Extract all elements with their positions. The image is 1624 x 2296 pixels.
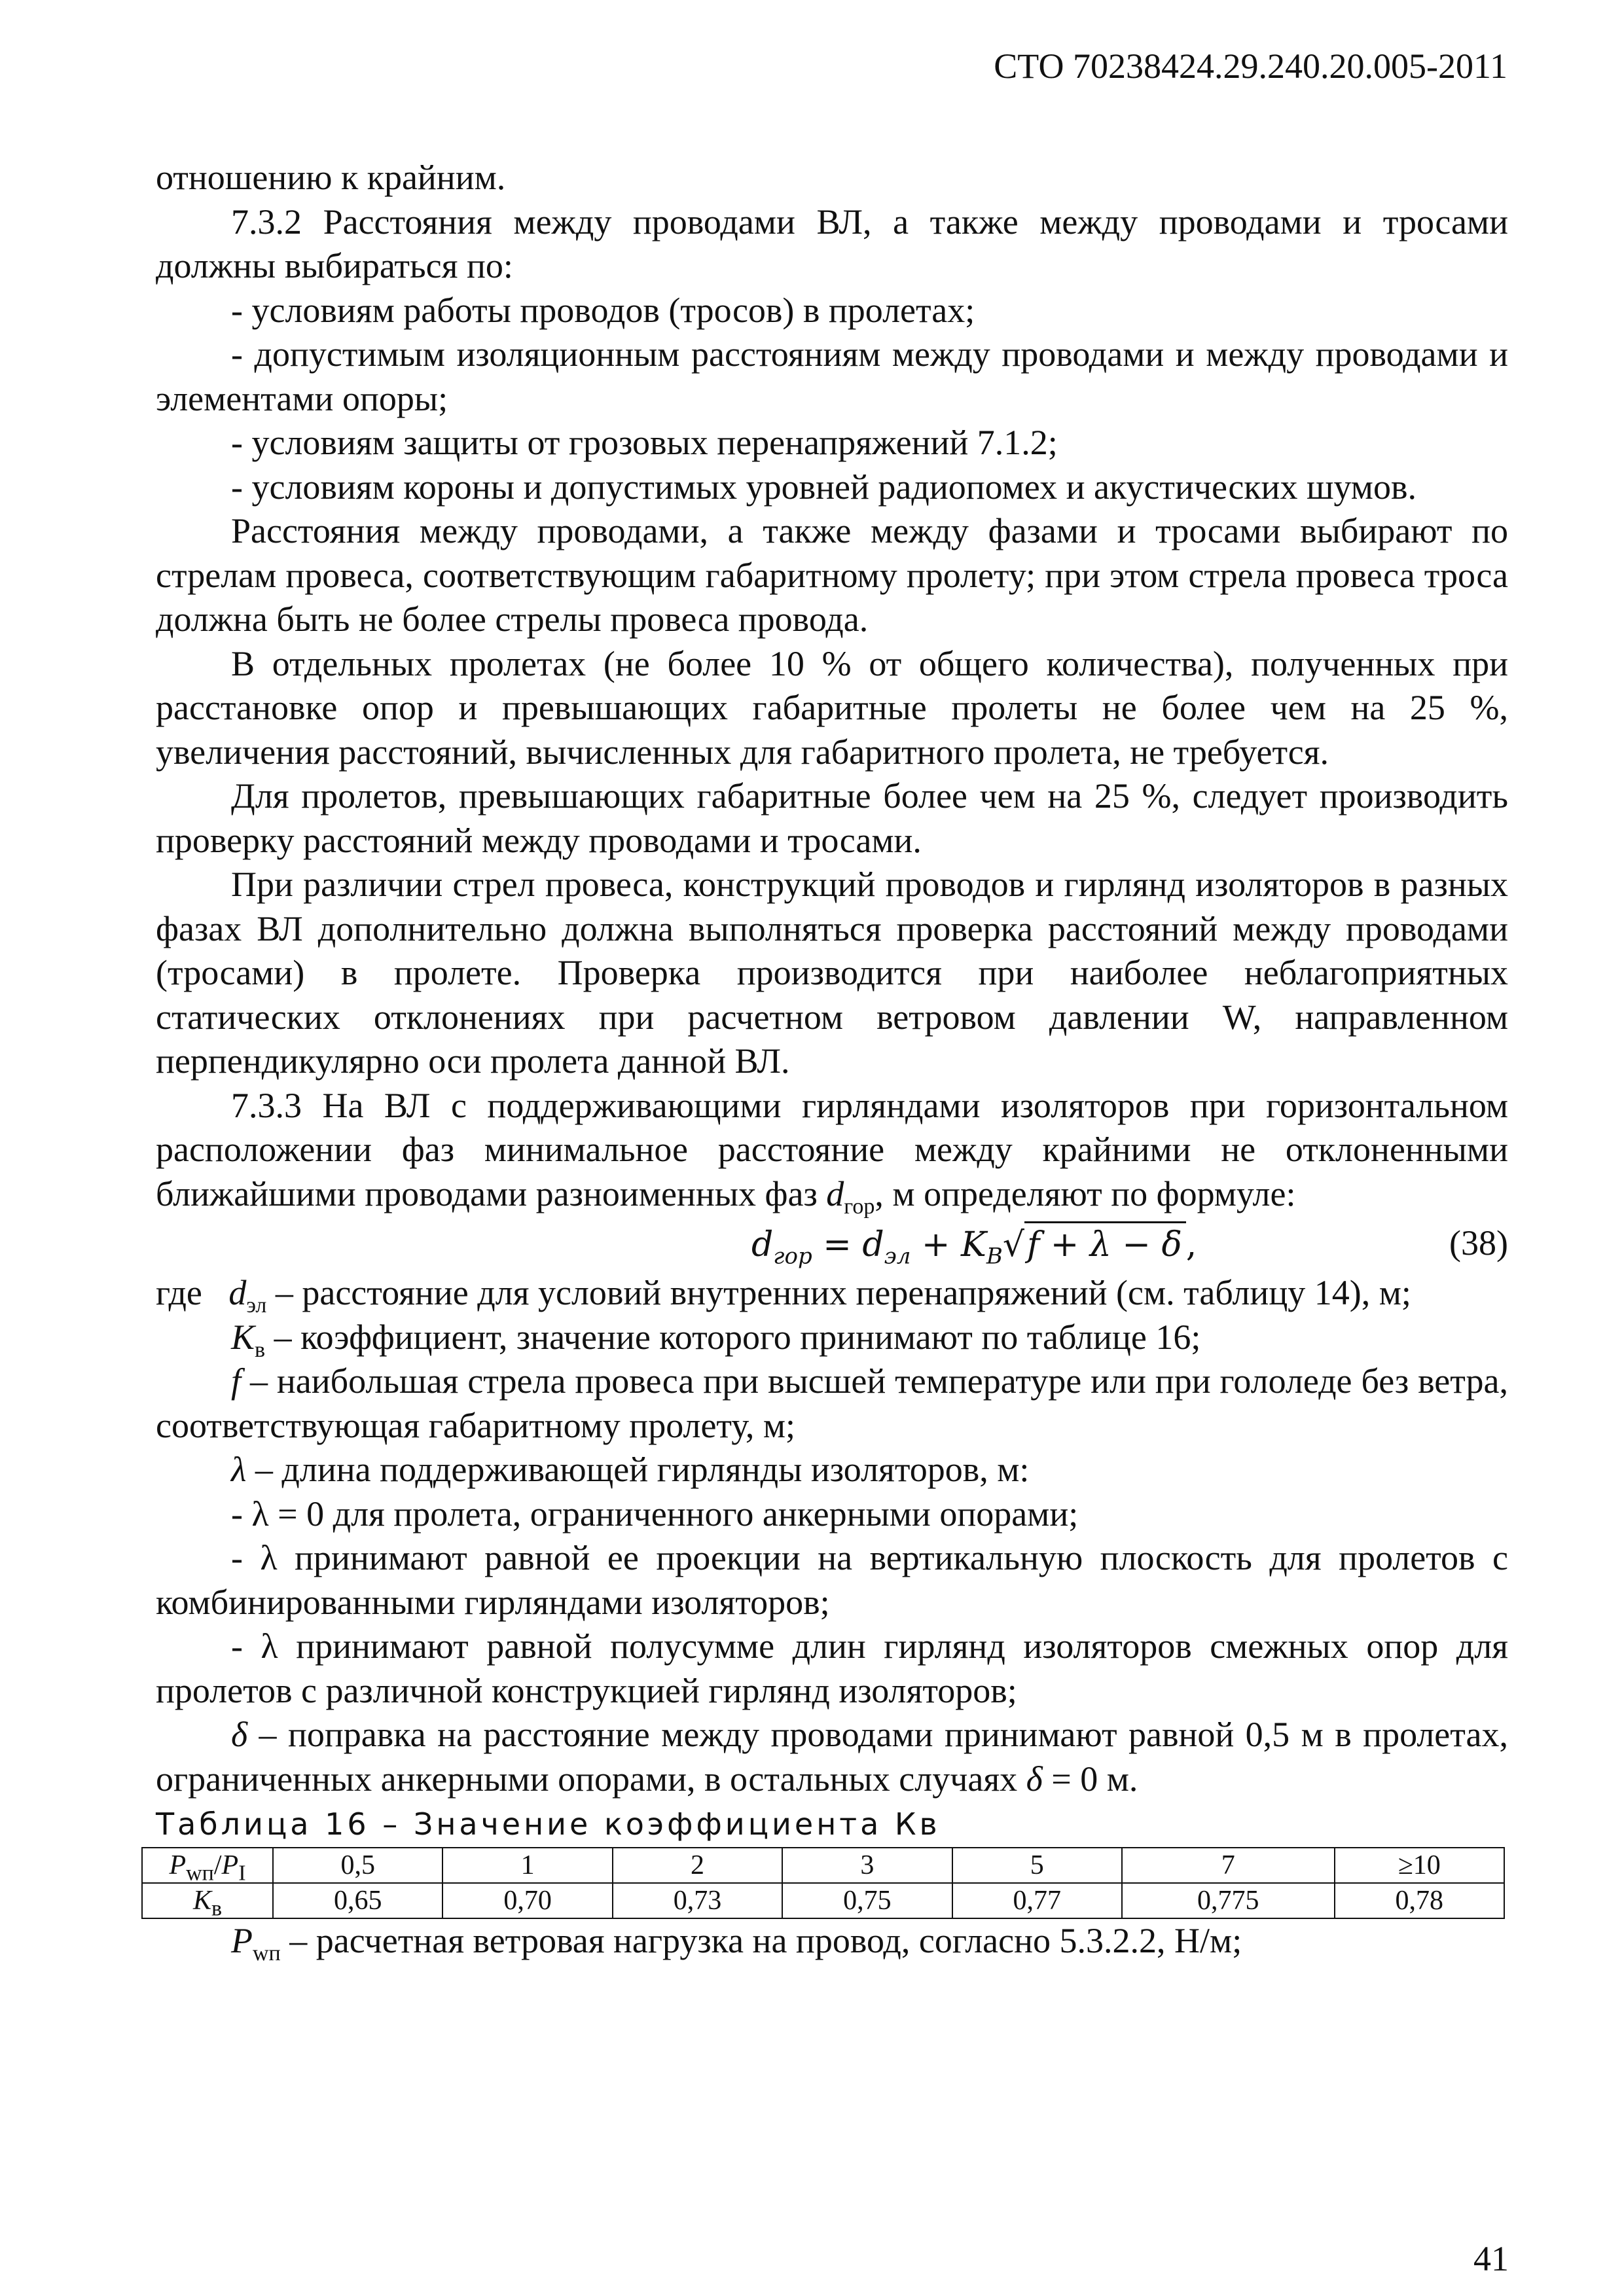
formula-k: K (961, 1225, 986, 1265)
table-cell: 1 (442, 1848, 612, 1883)
symbol-p: P (169, 1850, 187, 1880)
document-code: СТО 70238424.29.240.20.005-2011 (994, 46, 1507, 86)
definition-text: – поправка на расстояние между проводами принимают равной 0,5 м в пролетах, ограниченных анкерными опорами, в остальных случаях (156, 1715, 1508, 1799)
definition-text: = 0 м. (1042, 1759, 1138, 1799)
table-cell: 2 (613, 1848, 782, 1883)
symbol-f: f (231, 1361, 242, 1401)
list-item: - условиям защиты от грозовых перенапряжений 7.1.2; (231, 423, 1058, 462)
symbol-k: K (192, 1885, 211, 1916)
table-cell: 0,75 (782, 1883, 952, 1918)
table-cell: 0,65 (273, 1883, 442, 1918)
slash: / (213, 1850, 222, 1880)
definition-lead: где (156, 1273, 211, 1312)
paragraph: В отдельных пролетах (не более 10 % от общего количества), полученных при расстановке опор и превышающих габаритные пролеты не более чем на 25 %, увеличения расстояний, вычисленных для габаритного пролета, не требуется. (156, 643, 1508, 772)
table-cell: 7 (1122, 1848, 1335, 1883)
list-item: - λ = 0 для пролета, ограниченного анкерными опорами; (231, 1494, 1079, 1534)
table-cell: 0,78 (1335, 1883, 1504, 1918)
page-number: 41 (1473, 2239, 1509, 2278)
definition-text: – длина поддерживающей гирлянды изоляторов, м: (246, 1450, 1030, 1489)
paragraph (156, 1084, 1508, 1217)
symbol-d: d (826, 1174, 844, 1213)
table-cell: 0,70 (442, 1883, 612, 1918)
paragraph: При различии стрел провеса, конструкций проводов и гирлянд изоляторов в разных фазах ВЛ дополнительно должна выполняться проверка расстояний между проводами (тросами) в пролете. Проверка производится при наиболее неблагоприятных статических отклонениях при расчетном ветровом давлении W, направленном перпендикулярно оси пролета данной ВЛ. (156, 865, 1508, 1081)
symbol-delta: δ (1026, 1759, 1043, 1799)
definition (156, 1271, 1508, 1316)
table-cell: 0,77 (952, 1883, 1122, 1918)
table-cell: 0,5 (273, 1848, 442, 1883)
symbol-delta: δ (231, 1715, 248, 1754)
paragraph-text: , м определяют по формуле: (875, 1174, 1296, 1213)
symbol-subscript: в (255, 1337, 266, 1362)
table-cell: ≥10 (1335, 1848, 1504, 1883)
definition-text: – коэффициент, значение которого принимают по таблице 16; (265, 1317, 1201, 1357)
symbol-lambda: λ (231, 1450, 247, 1489)
paragraph-text: 7.3.3 На ВЛ с поддерживающими гирляндами изоляторов при горизонтальном расположении фаз минимальное расстояние между крайними не отклоненными ближайшими проводами разноименных фаз (156, 1085, 1508, 1213)
definition-text: – расстояние для условий внутренних перенапряжений (см. таблицу 14), м; (266, 1273, 1411, 1312)
list-item: - условиям короны и допустимых уровней радиопомех и акустических шумов. (231, 467, 1416, 507)
table-cell: 3 (782, 1848, 952, 1883)
table-caption: Таблица 16 – Значение коэффициента Кв (156, 1806, 941, 1842)
table-row-header (142, 1848, 273, 1883)
symbol-subscript: I (238, 1860, 246, 1885)
table-row-header (142, 1883, 273, 1918)
symbol-k: K (231, 1317, 255, 1357)
page-body (156, 156, 1508, 1963)
paragraph: отношению к крайним. (156, 158, 506, 197)
sqrt-icon: √ (1002, 1225, 1024, 1265)
coefficient-table (141, 1847, 1505, 1919)
definition (156, 1448, 1508, 1492)
list-item: - λ принимают равной полусумме длин гирлянд изоляторов смежных опор для пролетов с различной конструкцией гирлянд изоляторов; (156, 1626, 1508, 1710)
symbol-subscript: гор (844, 1194, 875, 1219)
formula-lhs: d (751, 1225, 774, 1265)
table-row (142, 1883, 1504, 1918)
list-item: - λ принимают равной ее проекции на вертикальную плоскость для пролетов с комбинированными гирляндами изоляторов; (156, 1538, 1508, 1622)
formula-d-sub: эл (884, 1243, 911, 1270)
formula-equals: = (812, 1225, 863, 1265)
definition-text: – расчетная ветровая нагрузка на провод, согласно 5.3.2.2, Н/м; (280, 1920, 1242, 1960)
table-cell: 5 (952, 1848, 1122, 1883)
symbol-d: d (228, 1273, 247, 1312)
symbol-subscript: wп (186, 1860, 214, 1885)
definition-text: – наибольшая стрела провеса при высшей температуре или при гололеде без ветра, соответствующая габаритному пролету, м; (156, 1361, 1508, 1445)
list-item: - условиям работы проводов (тросов) в пролетах; (231, 290, 975, 330)
table-cell: 0,73 (613, 1883, 782, 1918)
formula-38 (156, 1219, 1508, 1271)
formula-number: (38) (1449, 1223, 1508, 1263)
table-cell: 0,775 (1122, 1883, 1335, 1918)
formula-k-sub: B (986, 1243, 1003, 1270)
formula-lhs-sub: гор (773, 1243, 812, 1270)
formula-radicand: f + λ − δ (1024, 1221, 1186, 1268)
paragraph: Для пролетов, превышающих габаритные более чем на 25 %, следует производить проверку расстояний между проводами и тросами. (156, 776, 1508, 860)
symbol-subscript: эл (246, 1293, 267, 1318)
paragraph: Расстояния между проводами, а также между фазами и тросами выбирают по стрелам провеса, соответствующим габаритному пролету; при этом стрела провеса троса должна быть не более стрелы провеса провода. (156, 511, 1508, 639)
symbol-subscript: в (211, 1895, 223, 1920)
definition (156, 1359, 1508, 1448)
table-row (142, 1848, 1504, 1883)
formula-plus: + (911, 1225, 961, 1265)
formula-comma: , (1185, 1225, 1197, 1265)
symbol-subscript: wп (253, 1941, 281, 1965)
definition (156, 1919, 1508, 1964)
definition (156, 1316, 1508, 1360)
paragraph: 7.3.2 Расстояния между проводами ВЛ, а также между проводами и тросами должны выбираться по: (156, 202, 1508, 285)
definition (156, 1713, 1508, 1801)
formula-d: d (862, 1225, 884, 1265)
formula-expression (751, 1221, 1197, 1268)
symbol-p: P (231, 1920, 253, 1960)
symbol-p: P (221, 1850, 239, 1880)
list-item: - допустимым изоляционным расстояниям между проводами и между проводами и элементами опоры; (156, 334, 1508, 418)
